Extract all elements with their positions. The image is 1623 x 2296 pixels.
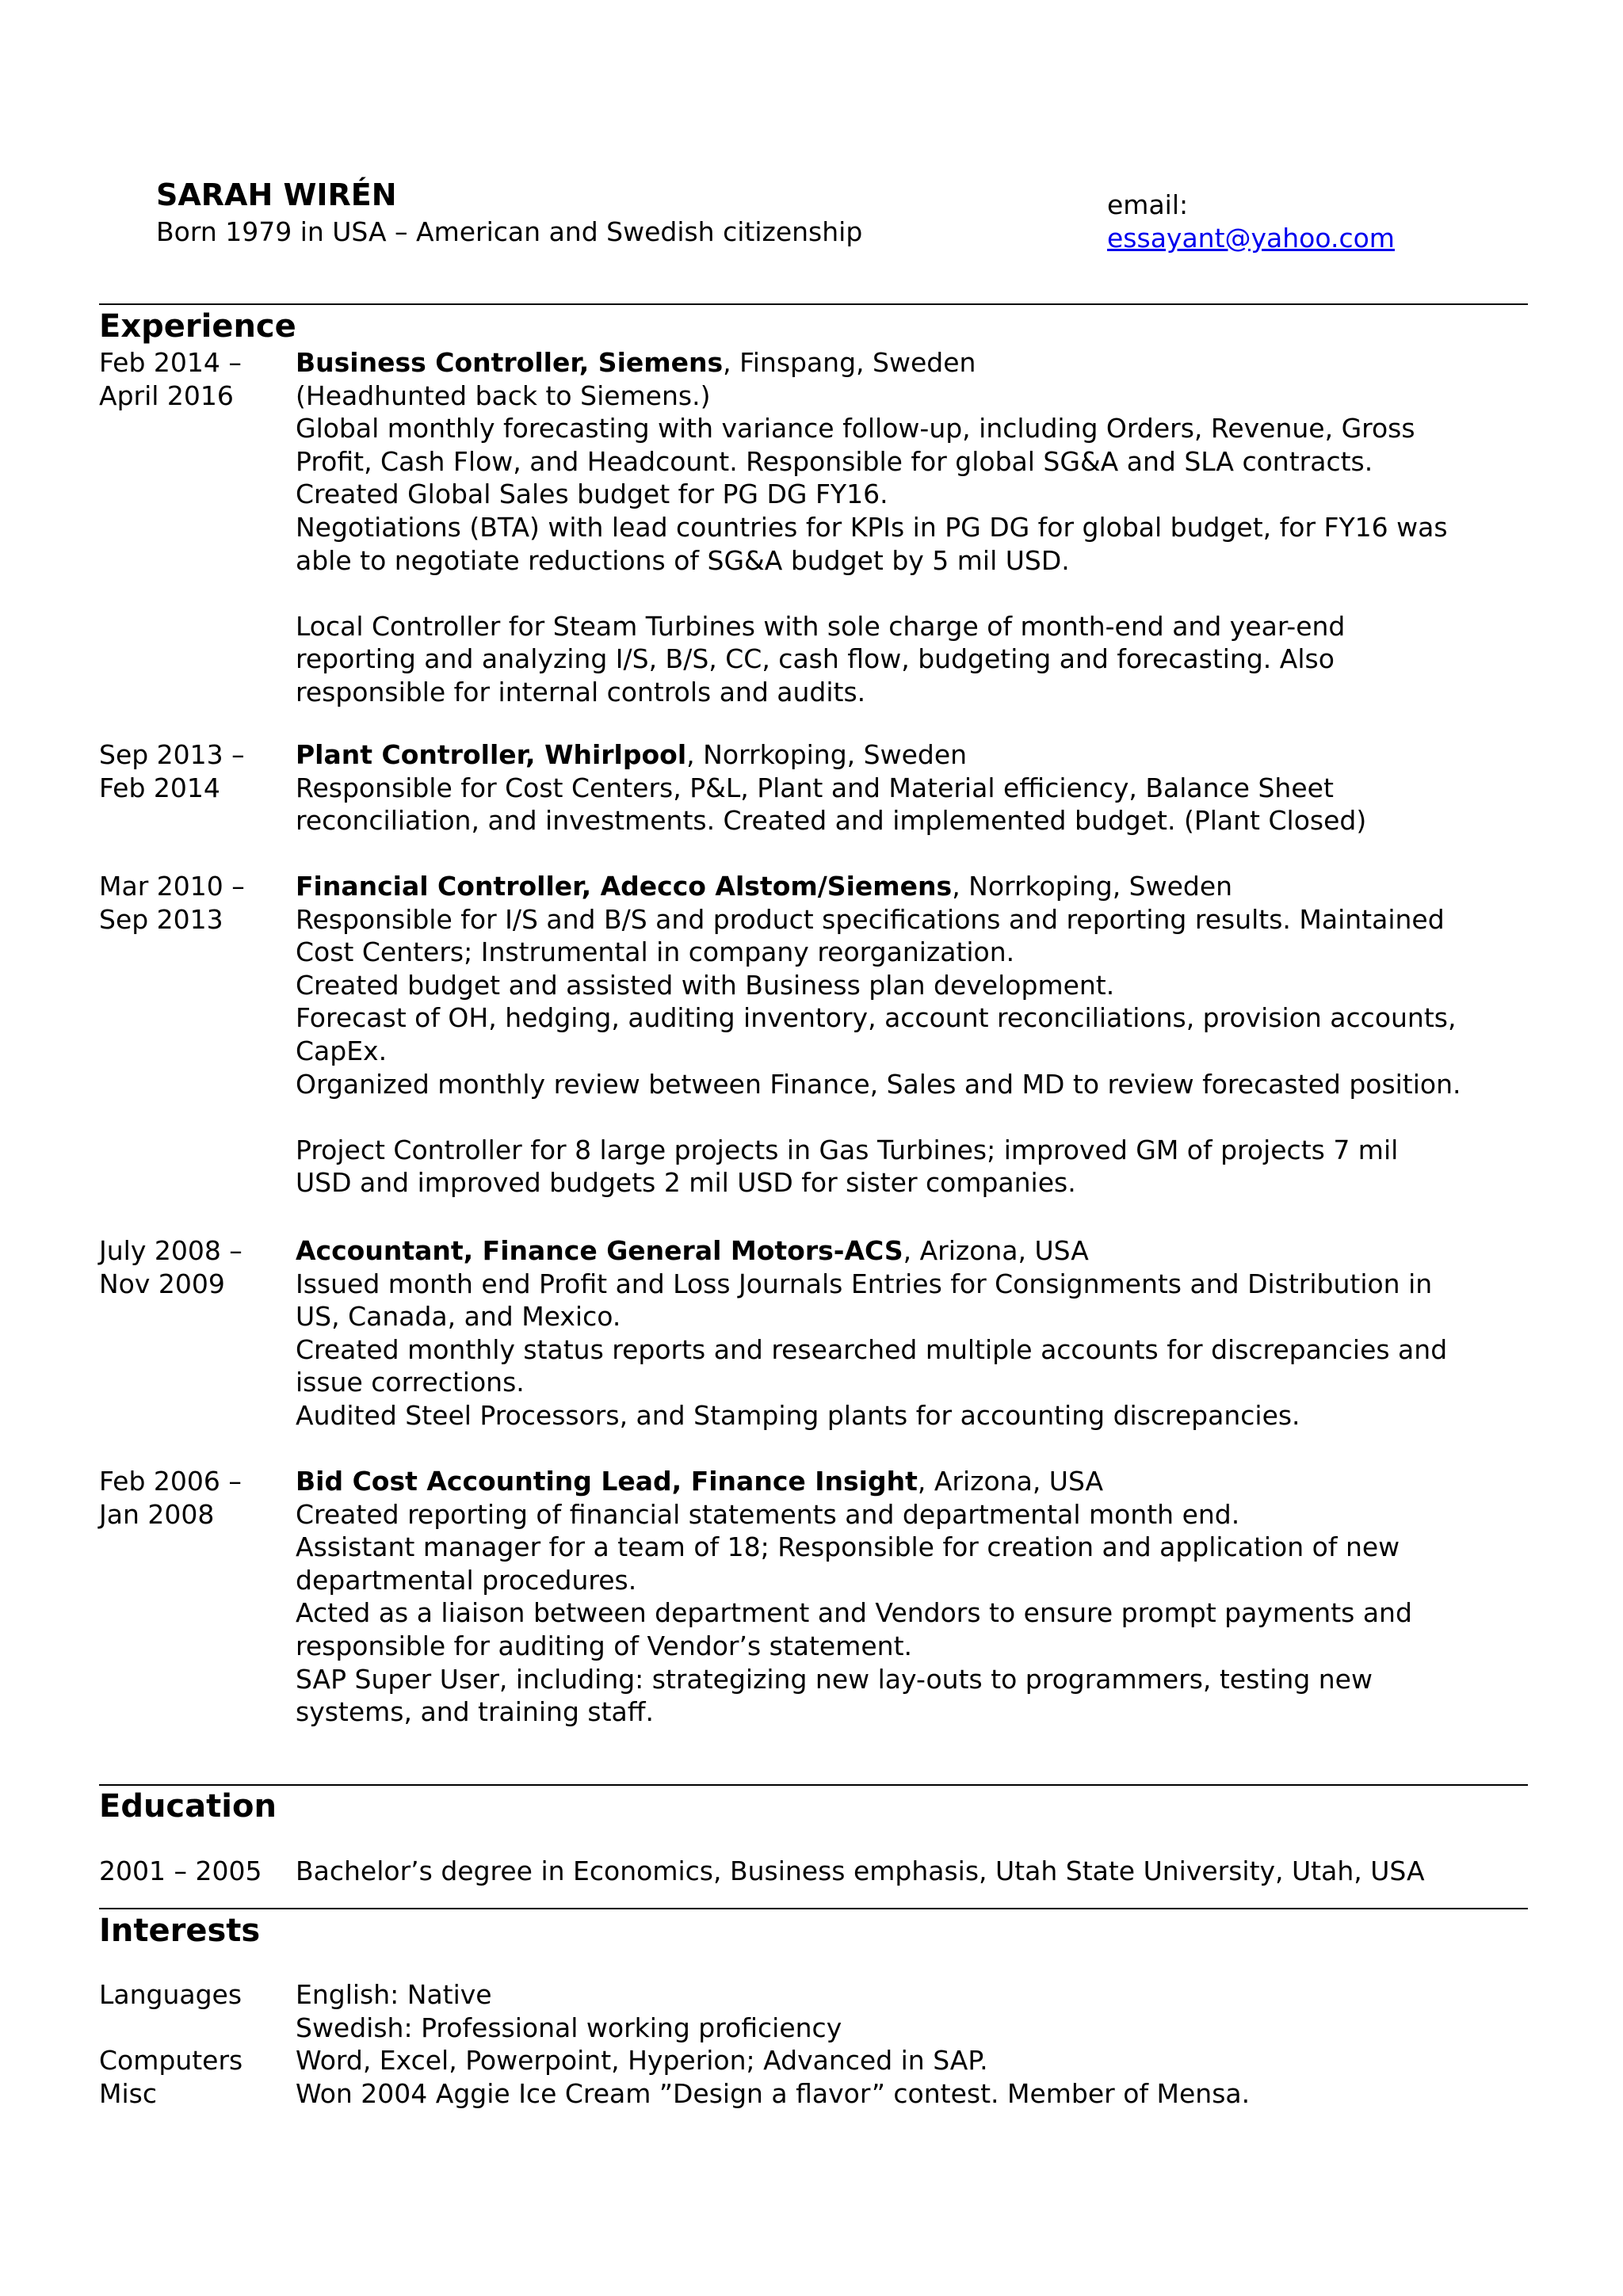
interest-label-blank	[99, 2012, 242, 2045]
job-dates-start: Sep 2013 –	[99, 739, 245, 770]
job-4-details	[296, 1234, 1447, 1432]
job-title: Accountant, Finance General Motors-ACS	[296, 1235, 903, 1266]
job-location: , Arizona, USA	[917, 1466, 1104, 1497]
job-heading	[296, 346, 1448, 379]
job-line-blank	[296, 577, 1448, 610]
education-degree: Bachelor’s degree in Economics, Business emphasis, Utah State University, Utah, USA	[296, 1855, 1425, 1886]
interest-value: Won 2004 Aggie Ice Cream ”Design a flavor” contest. Member of Mensa.	[296, 2077, 1251, 2109]
job-line: Issued month end Profit and Loss Journals Entries for Consignments and Distribution in	[296, 1268, 1433, 1299]
divider-interests	[99, 1908, 1528, 1909]
job-line: SAP Super User, including: strategizing new lay-outs to programmers, testing new	[296, 1663, 1373, 1695]
job-title: Financial Controller, Adecco Alstom/Siemens	[296, 871, 953, 902]
interests-values	[296, 1978, 1250, 2110]
job-line: reconciliation, and investments. Created and implemented budget. (Plant Closed)	[296, 805, 1367, 837]
job-line: (Headhunted back to Siemens.)	[296, 379, 711, 411]
experience-heading: Experience	[99, 308, 296, 345]
job-line: responsible for internal controls and audits.	[296, 676, 866, 707]
interest-label-computers: Computers	[99, 2045, 243, 2077]
job-line: Profit, Cash Flow, and Headcount. Responsible for global SG&A and SLA contracts.	[296, 445, 1373, 477]
education-heading: Education	[99, 1788, 277, 1825]
job-location: , Norrkoping, Sweden	[686, 739, 968, 770]
education-dates-text: 2001 – 2005	[99, 1855, 262, 1886]
job-line: CapEx.	[296, 1035, 388, 1066]
job-location: , Arizona, USA	[903, 1235, 1089, 1266]
job-line: responsible for auditing of Vendor’s statement.	[296, 1630, 913, 1661]
job-location: , Norrkoping, Sweden	[952, 871, 1233, 902]
job-location: , Finspang, Sweden	[723, 347, 976, 378]
job-dates-end: Sep 2013	[99, 903, 223, 935]
job-5-dates	[99, 1465, 242, 1531]
job-heading	[296, 738, 1366, 772]
job-line: Project Controller for 8 large projects in Gas Turbines; improved GM of projects 7 mil	[296, 1134, 1399, 1165]
job-line: Responsible for I/S and B/S and product specifications and reporting results. Maintained	[296, 903, 1445, 935]
job-dates-start: Feb 2014 –	[99, 347, 242, 378]
job-dates-end: Feb 2014	[99, 772, 220, 803]
interest-value: Word, Excel, Powerpoint, Hyperion; Advanced in SAP.	[296, 2045, 988, 2077]
job-dates-start: Feb 2006 –	[99, 1466, 242, 1497]
interests-heading: Interests	[99, 1913, 261, 1949]
job-line: Organized monthly review between Finance, Sales and MD to review forecasted position.	[296, 1068, 1461, 1100]
interests-labels	[99, 1978, 242, 2110]
job-heading	[296, 1234, 1447, 1268]
job-dates-start: Mar 2010 –	[99, 871, 245, 902]
job-line: US, Canada, and Mexico.	[296, 1301, 621, 1333]
interest-value: Swedish: Professional working proficiency	[296, 2012, 842, 2043]
interest-label-languages: Languages	[99, 1979, 242, 2010]
job-line: Assistant manager for a team of 18; Responsible for creation and application of new	[296, 1531, 1400, 1563]
job-title: Bid Cost Accounting Lead, Finance Insight	[296, 1466, 918, 1497]
job-line: reporting and analyzing I/S, B/S, CC, cash flow, budgeting and forecasting. Also	[296, 643, 1335, 675]
job-line: USD and improved budgets 2 mil USD for sister companies.	[296, 1167, 1076, 1199]
job-3-details	[296, 870, 1461, 1199]
email-label: email:	[1107, 189, 1189, 220]
job-line: departmental procedures.	[296, 1564, 637, 1596]
job-line: Created monthly status reports and researched multiple accounts for discrepancies and	[296, 1333, 1448, 1365]
job-line-blank	[296, 1100, 1461, 1134]
job-5-details	[296, 1465, 1412, 1729]
job-line: systems, and training staff.	[296, 1696, 654, 1728]
job-dates-start: July 2008 –	[99, 1235, 242, 1266]
job-line: Created reporting of financial statements and departmental month end.	[296, 1498, 1240, 1530]
divider-education	[99, 1784, 1528, 1786]
job-2-dates	[99, 738, 245, 804]
job-line: able to negotiate reductions of SG&A budget by 5 mil USD.	[296, 544, 1070, 576]
job-4-dates	[99, 1234, 242, 1300]
email-link[interactable]: essayant@yahoo.com	[1107, 223, 1395, 254]
job-line: Cost Centers; Instrumental in company reorganization.	[296, 936, 1015, 968]
education-dates	[99, 1855, 262, 1888]
job-heading	[296, 1465, 1412, 1498]
job-heading	[296, 870, 1461, 903]
job-line: Responsible for Cost Centers, P&L, Plant and Material efficiency, Balance Sheet	[296, 772, 1334, 803]
job-line: Negotiations (BTA) with lead countries for KPIs in PG DG for global budget, for FY16 was	[296, 511, 1448, 543]
divider-experience	[99, 303, 1528, 305]
job-line: Created Global Sales budget for PG DG FY16.	[296, 479, 888, 510]
job-1-details	[296, 346, 1448, 709]
candidate-name: SARAH WIRÉN	[156, 177, 397, 212]
job-line: issue corrections.	[296, 1367, 525, 1398]
job-dates-end: April 2016	[99, 379, 234, 411]
job-line: Audited Steel Processors, and Stamping plants for accounting discrepancies.	[296, 1399, 1300, 1431]
job-dates-end: Jan 2008	[99, 1498, 215, 1530]
job-line: Global monthly forecasting with variance follow-up, including Orders, Revenue, Gross	[296, 413, 1415, 444]
job-line: Acted as a liaison between department and Vendors to ensure prompt payments and	[296, 1597, 1412, 1629]
job-1-dates	[99, 346, 242, 412]
birth-citizenship: Born 1979 in USA – American and Swedish citizenship	[156, 216, 863, 247]
job-title: Business Controller, Siemens	[296, 347, 724, 378]
job-line: Forecast of OH, hedging, auditing inventory, account reconciliations, provision accounts,	[296, 1002, 1457, 1034]
interest-label-misc: Misc	[99, 2077, 157, 2109]
job-3-dates	[99, 870, 245, 936]
job-2-details	[296, 738, 1366, 837]
education-details	[296, 1855, 1425, 1888]
job-title: Plant Controller, Whirlpool	[296, 739, 687, 770]
interest-value: English: Native	[296, 1979, 492, 2010]
job-line: Local Controller for Steam Turbines with sole charge of month-end and year-end	[296, 610, 1346, 642]
job-dates-end: Nov 2009	[99, 1268, 225, 1299]
job-line: Created budget and assisted with Business plan development.	[296, 969, 1115, 1001]
